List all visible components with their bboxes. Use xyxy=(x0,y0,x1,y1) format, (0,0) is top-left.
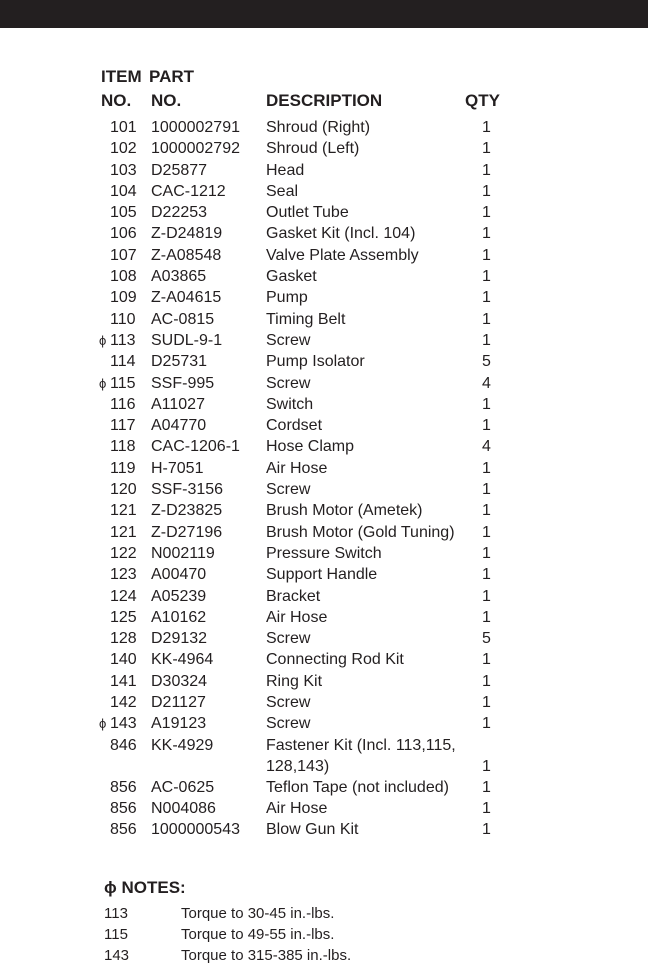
part-number: AC-0815 xyxy=(151,310,215,328)
description: Pump Isolator xyxy=(266,353,365,371)
quantity: 5 xyxy=(482,353,491,371)
note-text: Torque to 30-45 in.-lbs. xyxy=(181,905,335,922)
quantity: 1 xyxy=(482,694,491,712)
note-marker: ϕ xyxy=(99,332,107,348)
table-row xyxy=(0,628,648,649)
quantity: 1 xyxy=(482,182,491,200)
table-row xyxy=(0,798,648,819)
part-number: 1000000543 xyxy=(151,821,240,839)
table-row xyxy=(0,160,648,181)
item-number: 121 xyxy=(110,502,137,520)
quantity: 1 xyxy=(482,502,491,520)
part-number: H-7051 xyxy=(151,459,204,477)
part-number: D30324 xyxy=(151,672,208,690)
item-number: 115 xyxy=(110,374,136,392)
table-row xyxy=(0,479,648,500)
quantity: 1 xyxy=(482,672,491,690)
header-part-line1: PART xyxy=(149,67,195,86)
item-number: 856 xyxy=(110,821,137,839)
table-row xyxy=(0,202,648,223)
quantity: 1 xyxy=(482,246,491,264)
item-number: 118 xyxy=(110,438,136,456)
quantity: 1 xyxy=(482,799,491,817)
description: Screw xyxy=(266,331,311,349)
table-row xyxy=(0,266,648,287)
quantity: 1 xyxy=(482,608,491,626)
table-row xyxy=(0,564,648,585)
note-row xyxy=(0,925,648,946)
description: Support Handle xyxy=(266,566,378,584)
header-description: DESCRIPTION xyxy=(266,91,383,110)
part-number: A05239 xyxy=(151,587,207,605)
item-number: 143 xyxy=(110,715,137,733)
item-number: 119 xyxy=(110,459,136,477)
quantity: 5 xyxy=(482,630,491,648)
description: Air Hose xyxy=(266,459,328,477)
item-number: 103 xyxy=(110,161,137,179)
table-row xyxy=(0,671,648,692)
quantity: 4 xyxy=(482,438,491,456)
note-text: Torque to 49-55 in.-lbs. xyxy=(181,926,335,943)
item-number: 102 xyxy=(110,140,137,158)
quantity: 1 xyxy=(482,757,491,775)
quantity: 1 xyxy=(482,225,491,243)
part-number: A00470 xyxy=(151,566,207,584)
part-number: Z-D23825 xyxy=(151,502,223,520)
quantity: 1 xyxy=(482,140,491,158)
part-number: D21127 xyxy=(151,694,206,712)
notes-list xyxy=(0,904,648,967)
table-row xyxy=(0,394,648,415)
quantity: 1 xyxy=(482,161,491,179)
part-number: Z-A08548 xyxy=(151,246,222,264)
parts-list xyxy=(0,117,648,841)
part-number: D25731 xyxy=(151,353,208,371)
description: Hose Clamp xyxy=(266,438,355,456)
description: Screw xyxy=(266,374,311,392)
item-number: 122 xyxy=(110,544,137,562)
table-row xyxy=(0,819,648,840)
table-row xyxy=(0,607,648,628)
part-number: D22253 xyxy=(151,204,208,222)
part-number: CAC-1206-1 xyxy=(151,438,240,456)
part-number: A03865 xyxy=(151,268,207,286)
part-number: 1000002791 xyxy=(151,119,240,136)
quantity: 4 xyxy=(482,374,491,392)
description: Blow Gun Kit xyxy=(266,821,359,839)
quantity: 1 xyxy=(482,268,491,286)
part-number: A10162 xyxy=(151,608,207,626)
quantity: 1 xyxy=(482,715,491,733)
note-item-number: 115 xyxy=(104,926,128,943)
description: Head xyxy=(266,161,305,179)
part-number: CAC-1212 xyxy=(151,182,226,200)
notes-title: ϕ NOTES: xyxy=(104,878,186,897)
table-row xyxy=(0,181,648,202)
item-number: 116 xyxy=(110,395,136,413)
table-row xyxy=(0,649,648,670)
item-number: 117 xyxy=(110,417,136,435)
table-row xyxy=(0,415,648,436)
description: Shroud (Left) xyxy=(266,140,360,158)
part-number: SSF-3156 xyxy=(151,481,224,499)
quantity: 1 xyxy=(482,587,491,605)
table-row xyxy=(0,458,648,479)
part-number: A04770 xyxy=(151,417,207,435)
note-item-number: 113 xyxy=(104,905,128,922)
quantity: 1 xyxy=(482,204,491,222)
description: Fastener Kit (Incl. 113,115, xyxy=(266,736,456,754)
item-number: 856 xyxy=(110,778,137,796)
description: Cordset xyxy=(266,417,323,435)
part-number: SUDL-9-1 xyxy=(151,331,223,349)
quantity: 1 xyxy=(482,481,491,499)
description-continued: 128,143) xyxy=(266,757,330,775)
item-number: 107 xyxy=(110,246,137,264)
item-number: 141 xyxy=(110,672,137,690)
part-number: Z-D27196 xyxy=(151,523,223,541)
description: Seal xyxy=(266,182,299,200)
table-row xyxy=(0,522,648,543)
part-number: N002119 xyxy=(151,544,215,562)
item-number: 140 xyxy=(110,651,137,669)
item-number: 114 xyxy=(110,353,136,371)
quantity: 1 xyxy=(482,544,491,562)
note-text: Torque to 315-385 in.-lbs. xyxy=(181,947,352,964)
description: Ring Kit xyxy=(266,672,323,690)
description: Brush Motor (Ametek) xyxy=(266,502,423,520)
part-number: Z-A04615 xyxy=(151,289,222,307)
description: Connecting Rod Kit xyxy=(266,651,404,669)
quantity: 1 xyxy=(482,119,491,136)
part-number: N004086 xyxy=(151,799,216,817)
part-number: KK-4929 xyxy=(151,736,214,754)
part-number: 1000002792 xyxy=(151,140,240,158)
table-row xyxy=(0,309,648,330)
item-number: 106 xyxy=(110,225,137,243)
note-row xyxy=(0,904,648,925)
item-number: 108 xyxy=(110,268,137,286)
table-row xyxy=(0,543,648,564)
table-row xyxy=(0,500,648,521)
quantity: 1 xyxy=(482,331,491,349)
description: Bracket xyxy=(266,587,321,605)
description: Switch xyxy=(266,395,314,413)
note-marker: ϕ xyxy=(99,716,107,732)
part-number: D29132 xyxy=(151,630,208,648)
table-row xyxy=(0,245,648,266)
item-number: 856 xyxy=(110,799,137,817)
quantity: 1 xyxy=(482,289,491,307)
quantity: 1 xyxy=(482,651,491,669)
part-number: D25877 xyxy=(151,161,208,179)
table-row xyxy=(0,777,648,798)
quantity: 1 xyxy=(482,821,491,839)
description: Teflon Tape (not included) xyxy=(266,778,449,796)
quantity: 1 xyxy=(482,395,491,413)
quantity: 1 xyxy=(482,523,491,541)
quantity: 1 xyxy=(482,778,491,796)
part-number: KK-4964 xyxy=(151,651,214,669)
item-number: 109 xyxy=(110,289,137,307)
description: Gasket xyxy=(266,268,317,286)
item-number: 121 xyxy=(110,523,137,541)
part-number: AC-0625 xyxy=(151,778,215,796)
item-number: 120 xyxy=(110,481,137,499)
header-part-no: NO. xyxy=(151,91,182,110)
table-row xyxy=(0,586,648,607)
description: Timing Belt xyxy=(266,310,346,328)
part-number: SSF-995 xyxy=(151,374,215,392)
quantity: 1 xyxy=(482,566,491,584)
quantity: 1 xyxy=(482,310,491,328)
item-number: 110 xyxy=(110,310,136,328)
item-number: 104 xyxy=(110,182,137,200)
description: Brush Motor (Gold Tuning) xyxy=(266,523,455,541)
description: Valve Plate Assembly xyxy=(266,246,419,264)
table-row xyxy=(0,287,648,308)
top-bar xyxy=(0,0,648,28)
table-row xyxy=(0,373,648,394)
description: Pressure Switch xyxy=(266,544,382,562)
item-number: 128 xyxy=(110,630,137,648)
item-number: 846 xyxy=(110,736,137,754)
header-item-line1: ITEM xyxy=(101,67,142,86)
item-number: 124 xyxy=(110,587,137,605)
part-number: A11027 xyxy=(151,395,205,413)
item-number: 125 xyxy=(110,608,137,626)
quantity: 1 xyxy=(482,459,491,477)
item-number: 105 xyxy=(110,204,137,222)
description: Screw xyxy=(266,694,311,712)
item-number: 101 xyxy=(110,119,137,136)
note-item-number: 143 xyxy=(104,947,130,964)
description: Air Hose xyxy=(266,608,328,626)
item-number: 113 xyxy=(110,331,136,349)
header-item-no: NO. xyxy=(101,91,132,110)
table-row xyxy=(0,223,648,244)
description: Screw xyxy=(266,630,311,648)
part-number: A19123 xyxy=(151,715,207,733)
note-row xyxy=(0,946,648,967)
description: Outlet Tube xyxy=(266,204,349,222)
table-row xyxy=(0,117,648,138)
table-row xyxy=(0,713,648,734)
description: Air Hose xyxy=(266,799,328,817)
description: Pump xyxy=(266,289,308,307)
table-row xyxy=(0,351,648,372)
item-number: 142 xyxy=(110,694,137,712)
description: Screw xyxy=(266,715,311,733)
description: Gasket Kit (Incl. 104) xyxy=(266,225,416,243)
table-row xyxy=(0,692,648,713)
part-number: Z-D24819 xyxy=(151,225,223,243)
table-row xyxy=(0,138,648,159)
table-row xyxy=(0,735,648,777)
description: Shroud (Right) xyxy=(266,119,371,136)
item-number: 123 xyxy=(110,566,137,584)
table-row xyxy=(0,330,648,351)
note-marker: ϕ xyxy=(99,375,107,391)
description: Screw xyxy=(266,481,311,499)
quantity: 1 xyxy=(482,417,491,435)
table-row xyxy=(0,436,648,457)
header-qty: QTY xyxy=(465,91,500,110)
